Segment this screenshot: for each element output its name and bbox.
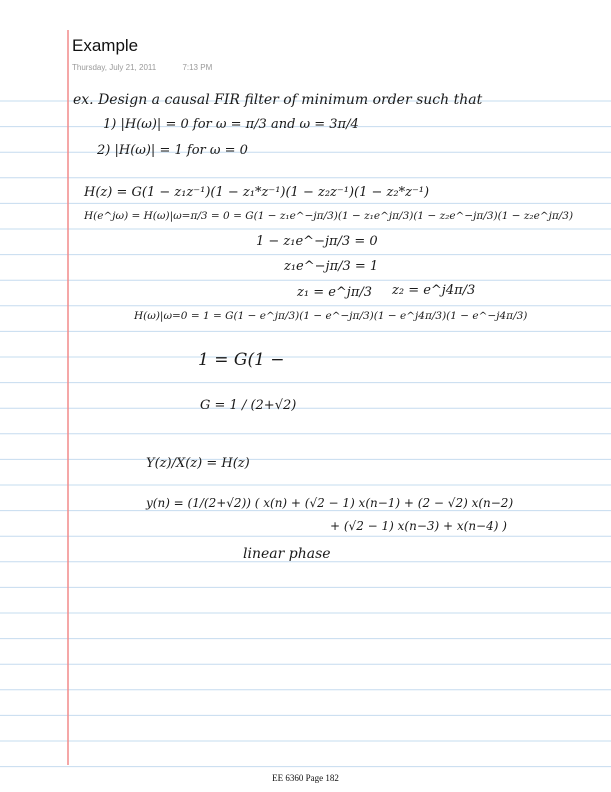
dc-gain-equation: H(ω)|ω=0 = 1 = G(1 − e^jπ/3)(1 − e^−jπ/3)(1 − e^j4π/3)(1 − e^−j4π/3)	[134, 310, 528, 322]
page-timestamp	[72, 63, 212, 72]
page-footer: EE 6360 Page 182	[272, 773, 339, 783]
page-date: Thursday, July 21, 2011	[72, 63, 157, 72]
step-equation-1: 1 − z₁e^−jπ/3 = 0	[256, 234, 378, 249]
zero-z1: z₁ = e^jπ/3	[297, 285, 373, 300]
condition-2: 2) |H(ω)| = 1 for ω = 0	[97, 143, 248, 158]
difference-equation-line-2: + (√2 − 1) x(n−3) + x(n−4) )	[330, 519, 507, 533]
problem-statement: ex. Design a causal FIR filter of minimum order such that	[73, 92, 483, 108]
transfer-function: H(z) = G(1 − z₁z⁻¹)(1 − z₁*z⁻¹)(1 − z₂z⁻¹)(1 − z₂*z⁻¹)	[84, 185, 430, 200]
page-time: 7:13 PM	[182, 63, 213, 72]
transfer-ratio: Y(z)/X(z) = H(z)	[146, 456, 250, 471]
zero-z2: z₂ = e^j4π/3	[392, 283, 476, 298]
linear-phase-note: linear phase	[243, 546, 331, 562]
difference-equation-line-1: y(n) = (1/(2+√2)) ( x(n) + (√2 − 1) x(n−1) + (2 − √2) x(n−2)	[146, 496, 514, 510]
gain-value: G = 1 / (2+√2)	[200, 398, 297, 413]
gain-partial: 1 = G(1 −	[198, 350, 285, 370]
frequency-response-equation: H(e^jω) = H(ω)|ω=π/3 = 0 = G(1 − z₁e^−jπ/3)(1 − z₁e^jπ/3)(1 − z₂e^−jπ/3)(1 − z₂e^jπ/3)	[84, 210, 574, 222]
page-title: Example	[72, 36, 139, 55]
step-equation-2: z₁e^−jπ/3 = 1	[284, 259, 379, 274]
condition-1: 1) |H(ω)| = 0 for ω = π/3 and ω = 3π/4	[103, 117, 359, 132]
